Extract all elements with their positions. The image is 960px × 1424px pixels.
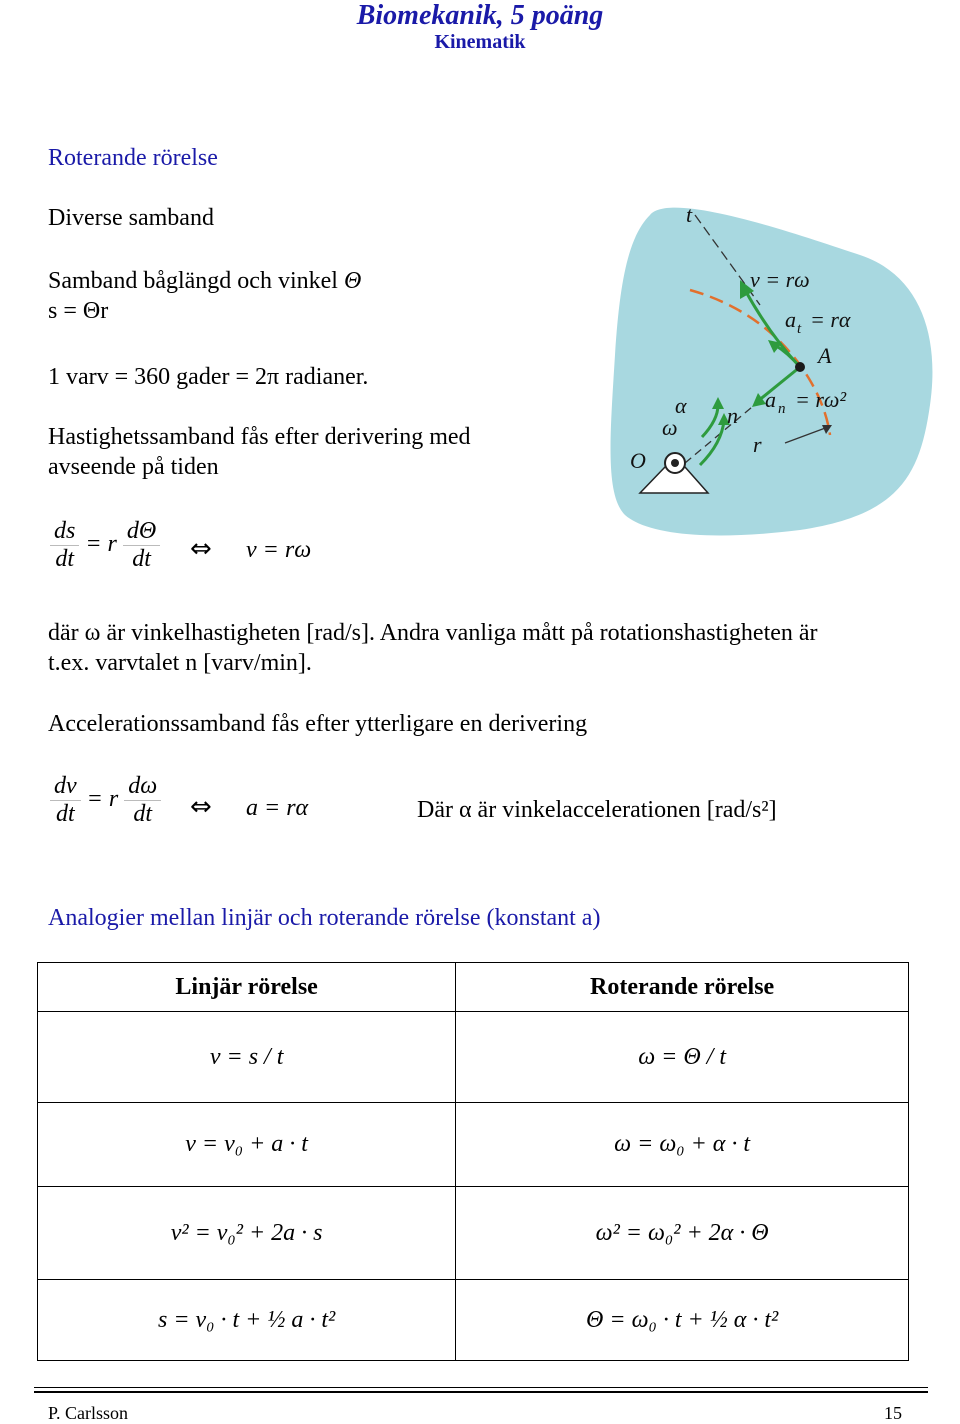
section-title-analogies: Analogier mellan linjär och roterande rörelse (konstant a) [48,905,601,931]
table-row [38,1280,909,1361]
pivot-inner [671,459,679,467]
label-omega: ω [662,415,678,440]
label-an-eq: = rω² [795,387,847,412]
dv-dt-fraction: $\frac{dv}{dt}$ [50,773,81,828]
v-equals-r-omega: v = rω [246,537,312,563]
rotary-displacement: Θ = ω₀ · t + ½ α · t² [456,1280,909,1361]
label-A: A [818,343,832,368]
velocity-text-line2: avseende på tiden [48,454,219,480]
column-header-linear: Linjär rörelse [38,963,456,1012]
arc-formula: s = Θr [48,298,109,324]
implies-icon-2: ⇔ [190,792,212,822]
label-an-sub: n [778,401,786,417]
footer-divider [34,1391,928,1393]
velocity-equation [50,518,160,573]
equals-r: = r [85,531,117,558]
section-title-rotation: Roterande rörelse [48,145,218,171]
omega-description-line1: där ω är vinkelhastigheten [rad/s]. Andra vanliga mått på rotationshastigheten är [48,620,818,646]
label-v: v = rω [750,267,810,292]
column-header-rotary: Roterande rörelse [456,963,909,1012]
table-row [38,1012,909,1103]
rotation-diagram [600,195,940,545]
implies-icon: ⇔ [190,534,212,564]
linear-velocity-squared: v² = v₀² + 2a · s [38,1187,456,1280]
arc-angle-text [48,268,361,295]
alpha-description: Där α är vinkelaccelerationen [rad/s²] [417,797,777,823]
acceleration-equation [50,773,161,828]
domega-dt-fraction: $\frac{d\omega}{dt}$ [124,773,161,828]
rotary-avg-velocity: ω = Θ / t [456,1012,909,1103]
velocity-text-line1: Hastighetssamband fås efter derivering med [48,424,471,450]
equals-r-2: = r [86,786,119,813]
label-t: t [686,202,693,227]
table-header-row [38,963,909,1012]
footer-page-number: 15 [884,1403,902,1423]
linear-velocity: v = v₀ + a · t [38,1103,456,1187]
omega-description-line2: t.ex. varvtalet n [varv/min]. [48,650,312,676]
document-title: Biomekanik, 5 poäng [356,0,604,31]
radian-text: 1 varv = 360 gader = 2π radianer. [48,364,369,390]
analogies-table [37,962,909,1361]
document-subtitle: Kinematik [434,31,526,53]
table-row [38,1103,909,1187]
label-at: a [785,307,796,332]
label-an: a [765,387,776,412]
label-n: n [727,403,738,428]
ds-dt-fraction: $\frac{ds}{dt}$ [50,518,79,573]
table-row [38,1187,909,1280]
linear-displacement: s = v₀ · t + ½ a · t² [38,1280,456,1361]
footer-author: P. Carlsson [48,1403,129,1423]
label-O: O [630,448,646,473]
linear-avg-velocity: v = s / t [38,1012,456,1103]
label-alpha: α [675,393,687,418]
rotary-velocity: ω = ω₀ + α · t [456,1103,909,1187]
point-A [795,362,805,372]
dtheta-dt-fraction: $\frac{d\Theta}{dt}$ [123,518,160,573]
a-equals-r-alpha: a = rα [246,795,309,821]
label-at-sub: t [797,321,802,337]
subsection-title: Diverse samband [48,205,214,231]
acceleration-text: Accelerationssamband fås efter ytterligare en derivering [48,711,588,737]
theta-symbol: Θ [343,268,362,294]
arc-angle-label: Samband båglängd och vinkel [48,268,338,294]
rotary-velocity-squared: ω² = ω₀² + 2α · Θ [456,1187,909,1280]
label-at-eq: = rα [810,307,851,332]
label-r: r [753,432,762,457]
footer-divider-thin [34,1387,928,1388]
